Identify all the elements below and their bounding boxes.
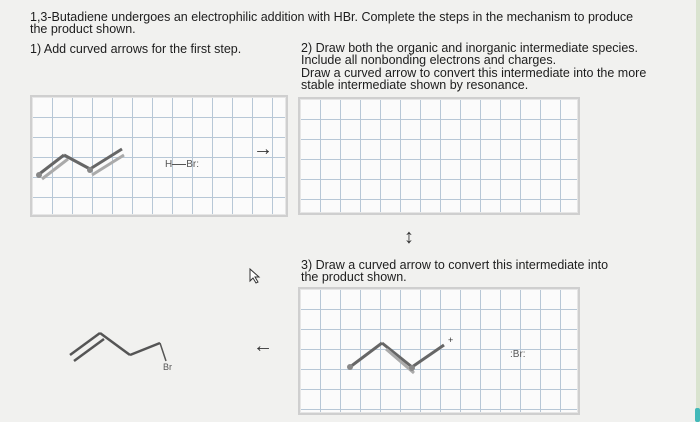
hbr-reagent[interactable] bbox=[165, 159, 199, 170]
step2-text-line2: Include all nonbonding electrons and charges. bbox=[301, 53, 557, 67]
butadiene-molecule[interactable] bbox=[32, 97, 286, 215]
scrollbar-track[interactable] bbox=[696, 0, 700, 422]
mouse-cursor-icon bbox=[248, 268, 262, 284]
step3-text-line1: 3) Draw a curved arrow to convert this intermediate into bbox=[301, 258, 609, 272]
step2-drawing-canvas[interactable] bbox=[298, 97, 580, 215]
resonance-arrow: ↕ bbox=[404, 226, 414, 248]
back-reaction-arrow: ← bbox=[253, 335, 273, 357]
hydrogen-atom: H bbox=[165, 159, 173, 170]
step2-text-line4: stable intermediate shown by resonance. bbox=[301, 78, 529, 92]
step3-drawing-canvas[interactable] bbox=[298, 287, 580, 415]
product-bromine-label: Br bbox=[163, 362, 172, 372]
question-text-line2: the product shown. bbox=[30, 22, 136, 36]
bromide-ion[interactable]: :Br: bbox=[510, 349, 526, 360]
step2-text-line1: 2) Draw both the organic and inorganic intermediate species. bbox=[301, 41, 638, 55]
allylic-carbocation-molecule[interactable] bbox=[300, 289, 578, 413]
step1-drawing-canvas[interactable] bbox=[30, 95, 288, 217]
step1-label: 1) Add curved arrows for the first step. bbox=[30, 42, 242, 56]
scrollbar-thumb[interactable] bbox=[695, 408, 700, 422]
bromine-atom: Br bbox=[186, 159, 197, 170]
lone-pair-dots: : bbox=[196, 159, 200, 170]
carbocation-charge: + bbox=[448, 335, 454, 345]
step2-text-line3: Draw a curved arrow to convert this intermediate into the more bbox=[301, 66, 647, 80]
forward-reaction-arrow: → bbox=[253, 138, 273, 160]
step3-text-line2: the product shown. bbox=[301, 270, 407, 284]
question-text-line1: 1,3-Butadiene undergoes an electrophilic addition with HBr. Complete the steps in the mechanism to produce bbox=[30, 10, 634, 24]
